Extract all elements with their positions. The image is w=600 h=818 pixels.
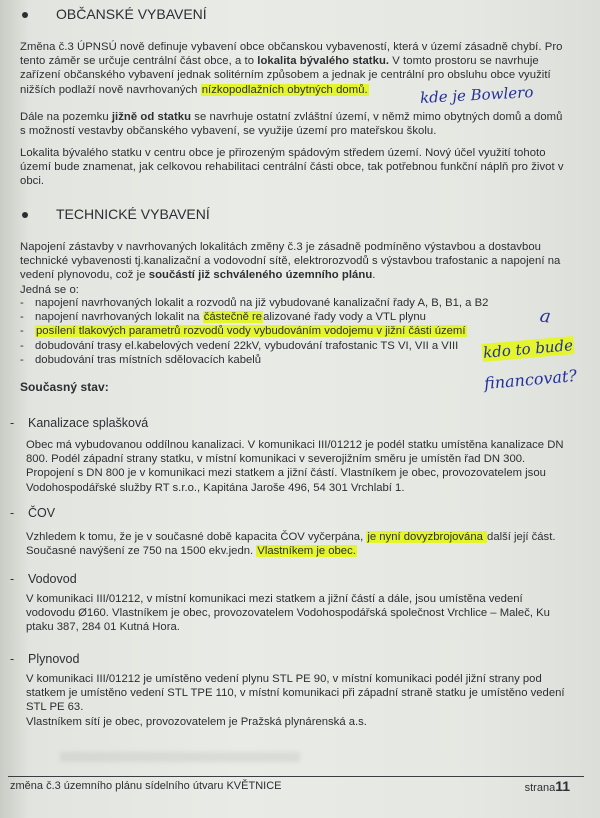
list-item-text: napojení navrhovaných lokalit na: [35, 311, 203, 324]
cov-text-a: Vzhledem k tomu, že je v současné době kapacita ČOV vyčerpána,: [26, 531, 367, 543]
list-item-highlight: částečně re: [203, 311, 263, 324]
civic-p1-c: V tomto prostoru se navrhuje zařízení občanského vybavení jednak solitérním způsobem a jednak je centrální pro obsluhu obce využití nižších podlaží nově navrhovaných: [20, 55, 551, 96]
page-number: [525, 778, 570, 794]
handwritten-note-bowlero: kde je Bowlero: [419, 83, 534, 107]
tech-intro-d: Jedná se o:: [20, 283, 79, 296]
tech-intro-a: Napojení zástavby v navrhovaných lokalitách změny č.3 je zásadně podmíněno výstavbou a dostavbou technické vybavenosti tj.kanalizační a vodovodní sítě, elektrorozvodů s výstavbou trafostanic a napojení na vedení plynovodu, což je: [20, 241, 561, 282]
tech-heading: [22, 206, 210, 222]
civic-p2-bold: jižně od statku: [111, 111, 192, 123]
civic-paragraph-3: Lokalita bývalého statku v centru obce je přirozeným spádovým středem území. Nový účel využití tohoto území bude znamenat, jak celkovou rehabilitaci centrální části obce, tak potřebnou funkční náplň pro život v obci.: [20, 147, 564, 188]
civic-p2-c: se navrhuje ostatní zvláštní území, v němž mimo obytných domů a domů s možností vestavby občanského vybavení, se využije území pro mateřskou školu.: [20, 111, 563, 138]
footer-title: změna č.3 územního plánu sídelního útvaru KVĚTNICE: [10, 780, 282, 792]
bullet-icon: [22, 12, 28, 18]
list-item-text: napojení navrhovaných lokalit a rozvodů na již vybudované kanalizační řady A, B, B1, a B2: [35, 297, 489, 309]
list-item: [20, 324, 560, 338]
water-heading-text: Vodovod: [28, 572, 77, 586]
cov-highlight-1: je nyní dovyzbrojována: [367, 531, 487, 543]
handwritten-note-finance: financovat?: [483, 365, 578, 394]
handwritten-note-a: a: [538, 305, 553, 328]
water-heading: - Vodovod: [10, 572, 77, 586]
sewer-text: Obec má vybudovanou oddílnou kanalizaci. V komunikaci III/01212 je podél statku umístěna kanalizace DN 800. Podél západní strany statku, v místní komunikaci v severojižním směru je umístěn řad DN 300. Propojení s DN 800 je v komunikaci mezi statkem a jižní částí. Vlastníkem je obec, provozovatelem jsou Vodohospodářské služby RT s.r.o., Kapitána Jaroše 496, 54 301 Vrchlabí 1.: [26, 439, 564, 494]
cov-highlight-2: Vlastníkem je obec.: [257, 545, 356, 558]
tech-intro-c: .: [372, 269, 376, 282]
gas-heading-text: Plynovod: [28, 652, 80, 666]
handwritten-note-who-text: kdo to bude: [482, 336, 574, 362]
gas-heading: - Plynovod: [10, 652, 80, 666]
cov-text: [26, 530, 566, 558]
page-label: strana: [524, 782, 556, 794]
tech-heading-text: TECHNICKÉ VYBAVENÍ: [56, 206, 210, 222]
list-item-highlight: posílení tlakových parametrů rozvodů vody vybudováním vodojemu v jižní části území: [36, 325, 466, 338]
gas-text: [26, 672, 566, 729]
tech-intro: [20, 240, 568, 297]
cov-heading-text: ČOV: [28, 506, 56, 520]
civic-heading-text: OBČANSKÉ VYBAVENÍ: [56, 6, 207, 22]
civic-paragraph-2: [20, 110, 568, 138]
gas-text-b: Vlastníkem sítí je obec, provozovatelem je Pražská plynárenská a.s.: [26, 715, 367, 728]
bleed-through-shadow: [60, 752, 300, 762]
list-item: [20, 310, 560, 324]
sewer-heading-text: Kanalizace splašková: [28, 416, 149, 430]
list-item-text: alizované řady vody a VTL plynu: [263, 311, 426, 324]
civic-p1-highlight: nízkopodlažních obytných domů.: [201, 83, 368, 96]
sewer-heading: - Kanalizace splašková: [10, 416, 149, 430]
list-item-text: dobudování tras místních sdělovacích kabelů: [35, 353, 262, 366]
bullet-icon: [22, 212, 28, 218]
tech-intro-bold: součástí již schváleného územního plánu: [148, 269, 373, 282]
gas-text-a: V komunikaci III/01212 je umístěno vedení plynu STL PE 90, v místní komunikaci podél jižní strany pod statkem je umístěno vedení STL TPE 110, v místní komunikaci při západní straně statku je umístěno vedení STL PE 63.: [26, 673, 565, 714]
water-text: V komunikaci III/01212, v místní komunikaci mezi statkem a jižní částí a dále, jsou umístěna vedení vodovodu Ø160. Vlastníkem je obec, provozovatelem Vodohospodářská společnost Vrchlice – Maleč, Ku ptaku 387, 284 01 Kutná Hora.: [26, 593, 550, 634]
cov-text-b: další její část. Současné navýšení ze 750 na 1500 ekv.jedn.: [26, 531, 556, 558]
civic-p1-a: Změna č.3 ÚPNSÚ nově definuje vybavení obce občanskou vybaveností, která v území zásadně chybí. Pro tento záměr se určuje centrální část obce, a to: [20, 41, 563, 68]
civic-p1-bold: lokalita bývalého statku.: [257, 55, 390, 68]
civic-heading: [22, 6, 207, 22]
tech-items-list: [20, 296, 560, 367]
list-item: [20, 296, 560, 310]
cov-heading: - ČOV: [10, 506, 56, 520]
civic-p2-a: Dále na pozemku: [20, 111, 112, 123]
list-item: [20, 353, 560, 367]
list-item-text: dobudování trasy el.kabelových vedení 22kV, vybudování trafostanic TS VI, VII a VIII: [35, 339, 459, 352]
page-number-value: 11: [555, 778, 570, 794]
current-state-heading: Současný stav:: [20, 380, 109, 394]
list-item: [20, 339, 560, 353]
footer-divider: [8, 776, 584, 777]
